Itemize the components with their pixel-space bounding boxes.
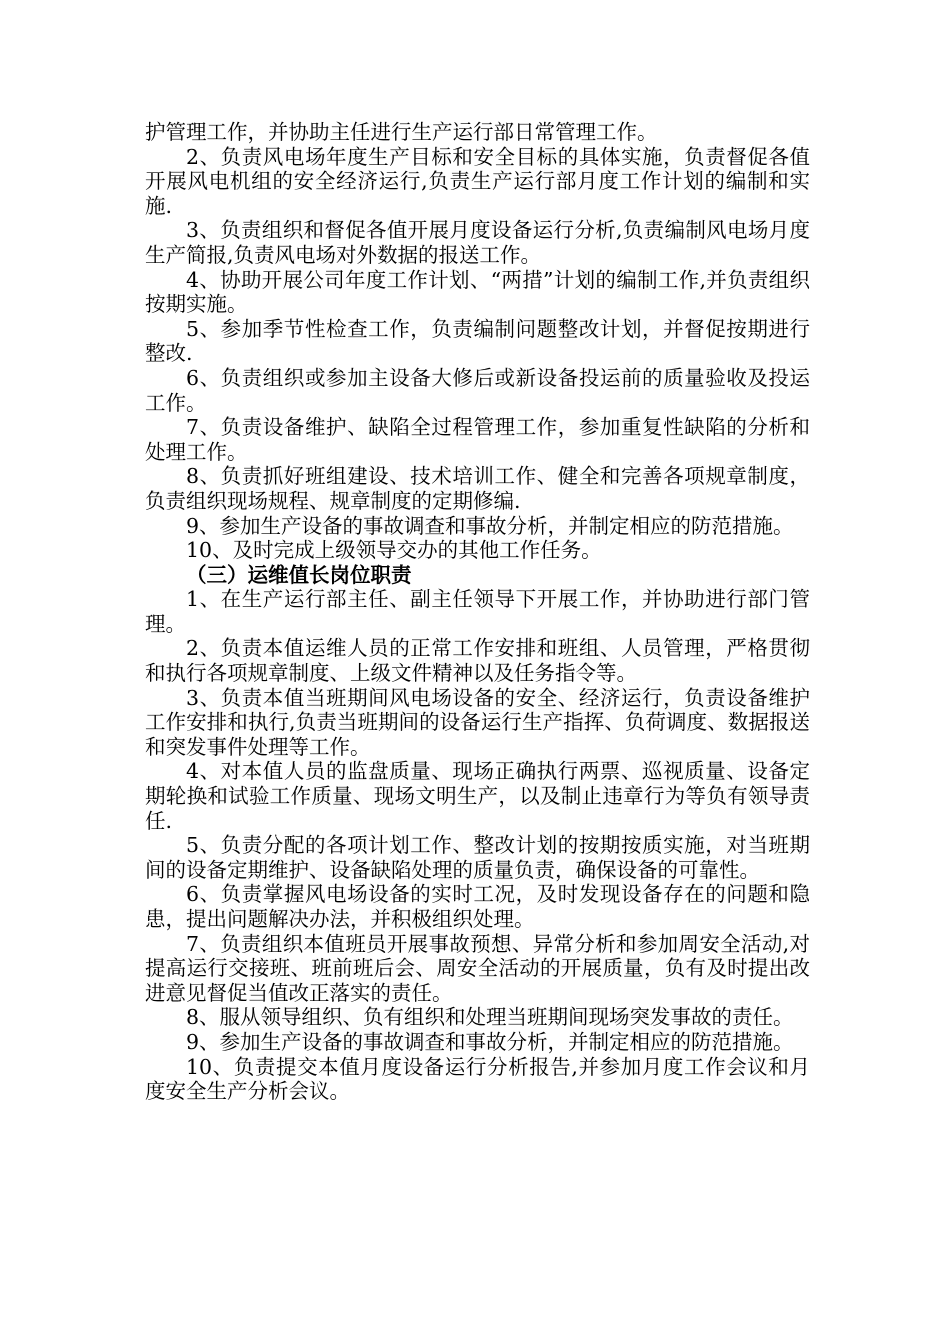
duty-item-2-8: 8、负责抓好班组建设、技术培训工作、健全和完善各项规章制度，负责组织现场规程、规章制度的定期修编. (145, 464, 810, 513)
duty-item-2-9: 9、参加生产设备的事故调查和事故分析，并制定相应的防范措施。 (186, 513, 794, 538)
duty-item-3-10: 10、负责提交本值月度设备运行分析报告,并参加月度工作会议和月度安全生产分析会议。 (145, 1054, 810, 1104)
duty-item-3-6: 6、负责掌握风电场设备的实时工况，及时发现设备存在的问题和隐患，提出问题解决办法，并积极组织处理。 (145, 882, 810, 931)
duty-item-3-9: 9、参加生产设备的事故调查和事故分析，并制定相应的防范措施。 (186, 1029, 794, 1054)
duty-item-3-1: 1、在生产运行部主任、副主任领导下开展工作，并协助进行部门管理。 (145, 587, 810, 636)
duty-item-3-4: 4、对本值人员的监盘质量、现场正确执行两票、巡视质量、设备定期轮换和试验工作质量、现场文明生产，以及制止违章行为等负有领导责任. (145, 759, 810, 833)
duty-item-2-3: 3、负责组织和督促各值开展月度设备运行分析,负责编制风电场月度生产简报,负责风电场对外数据的报送工作。 (145, 218, 810, 267)
section-heading: （三）运维值长岗位职责 (186, 562, 412, 587)
duty-item-2-7: 7、负责设备维护、缺陷全过程管理工作，参加重复性缺陷的分析和处理工作。 (145, 415, 810, 464)
continuation-paragraph: 护管理工作，并协助主任进行生产运行部日常管理工作。 (145, 120, 658, 144)
duty-item-3-8: 8、服从领导组织、负有组织和处理当班期间现场突发事故的责任。 (186, 1005, 794, 1030)
duty-item-3-7: 7、负责组织本值班员开展事故预想、异常分析和参加周安全活动,对提高运行交接班、班前班后会、周安全活动的开展质量，负有及时提出改进意见督促当值改正落实的责任。 (145, 931, 810, 1005)
duty-item-2-10: 10、及时完成上级领导交办的其他工作任务。 (186, 538, 602, 563)
duty-item-3-5: 5、负责分配的各项计划工作、整改计划的按期按质实施，对当班期间的设备定期维护、设备缺陷处理的质量负责，确保设备的可靠性。 (145, 833, 810, 882)
duty-item-2-5: 5、参加季节性检查工作，负责编制问题整改计划，并督促按期进行整改. (145, 316, 810, 366)
duty-item-2-4: 4、协助开展公司年度工作计划、“两措”计划的编制工作,并负责组织按期实施。 (145, 267, 810, 317)
duty-item-3-2: 2、负责本值运维人员的正常工作安排和班组、人员管理，严格贯彻和执行各项规章制度、上级文件精神以及任务指令等。 (145, 636, 810, 686)
document-page (145, 120, 810, 1104)
duty-item-2-2: 2、负责风电场年度生产目标和安全目标的具体实施，负责督促各值开展风电机组的安全经济运行,负责生产运行部月度工作计划的编制和实施. (145, 144, 810, 218)
duty-item-2-6: 6、负责组织或参加主设备大修后或新设备投运前的质量验收及投运工作。 (145, 365, 810, 415)
duty-item-3-3: 3、负责本值当班期间风电场设备的安全、经济运行，负责设备维护工作安排和执行,负责当班期间的设备运行生产指挥、负荷调度、数据报送和突发事件处理等工作。 (145, 685, 810, 759)
